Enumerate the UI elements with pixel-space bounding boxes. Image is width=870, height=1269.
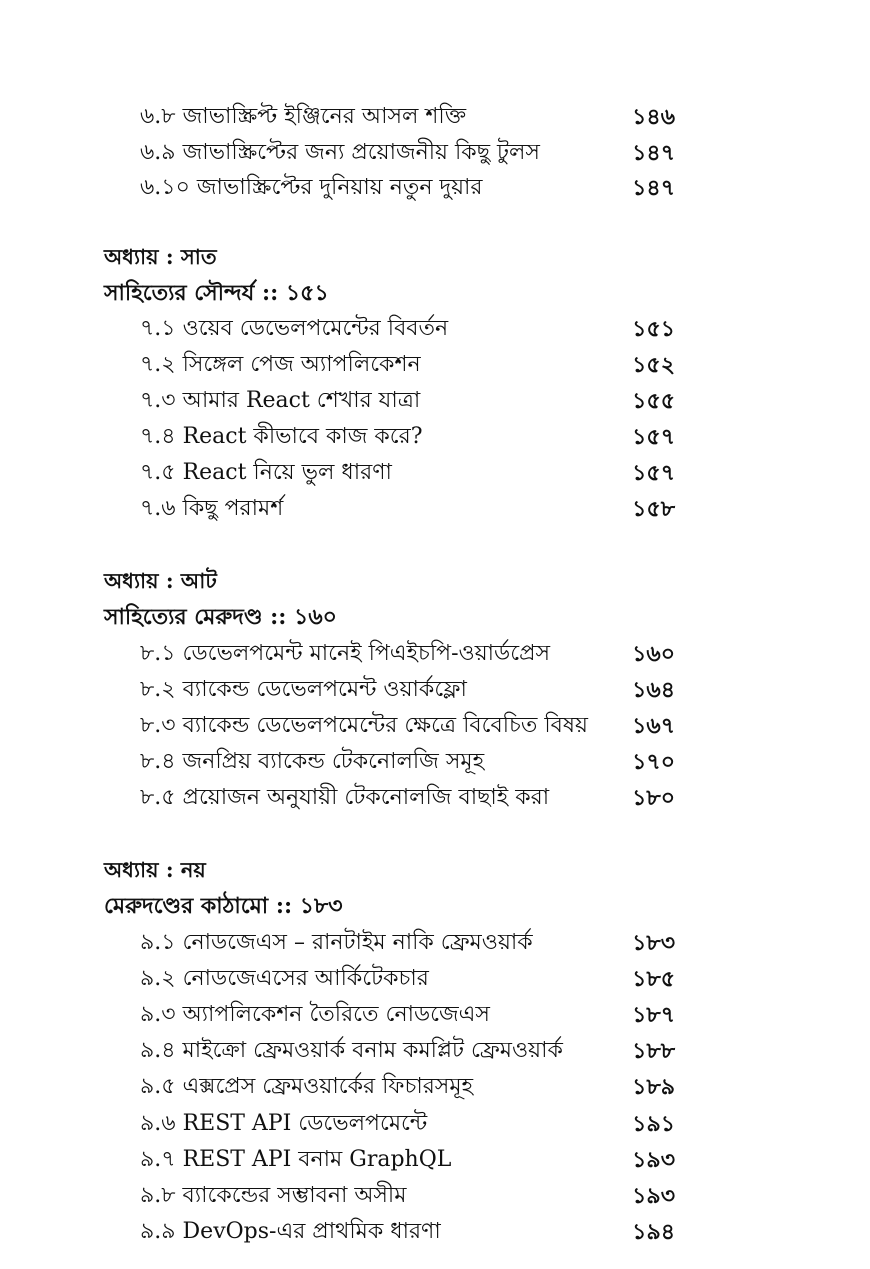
entry-title: ৯.৭ REST API বনাম GraphQL <box>140 1147 452 1172</box>
entry-title: ৯.৮ ব্যাকেন্ডের সম্ভাবনা অসীম <box>140 1183 407 1208</box>
entry-page: ১৫১ <box>632 316 675 342</box>
entry-title: ৬.১০ জাভাস্ক্রিপ্টের দুনিয়ায় নতুন দুয়ার <box>140 175 483 200</box>
chapter-label: অধ্যায় : নয় <box>104 857 206 882</box>
chapter-title: সাহিত্যের সৌন্দর্য :: ১৫১ <box>104 280 329 306</box>
entry-title: ৭.৬ কিছু পরামর্শ <box>140 496 284 521</box>
entry-title: ৯.১ নোডজেএস – রানটাইম নাকি ফ্রেমওয়ার্ক <box>140 930 533 955</box>
entry-title: ৯.৪ মাইক্রো ফ্রেমওয়ার্ক বনাম কমপ্লিট ফ্রেমওয়ার্ক <box>140 1038 563 1063</box>
entry-title: ৭.২ সিঙ্গেল পেজ অ্যাপলিকেশন <box>140 352 421 377</box>
entry-title: ৮.৫ প্রয়োজন অনুযায়ী টেকনোলজি বাছাই করা <box>140 785 550 810</box>
entry-page: ১৮৩ <box>632 930 675 956</box>
entry-page: ১৯১ <box>632 1111 675 1137</box>
entry-title: ৭.১ ওয়েব ডেভেলপমেন্টের বিবর্তন <box>140 316 449 341</box>
entry-page: ১৮৭ <box>632 1002 675 1028</box>
entry-page: ১৫৫ <box>632 388 675 414</box>
entry-page: ১৪৬ <box>632 104 675 130</box>
entry-page: ১৯৪ <box>632 1219 675 1245</box>
chapter-label: অধ্যায় : সাত <box>104 244 217 269</box>
entry-title: ৯.৩ অ্যাপলিকেশন তৈরিতে নোডজেএস <box>140 1002 490 1027</box>
entry-page: ১৮০ <box>632 785 675 811</box>
entry-title: ৬.৯ জাভাস্ক্রিপ্টের জন্য প্রয়োজনীয় কিছু টুলস <box>140 140 540 165</box>
entry-title: ৯.৫ এক্সপ্রেস ফ্রেমওয়ার্কের ফিচারসমূহ <box>140 1074 474 1099</box>
entry-page: ১৯৩ <box>632 1147 675 1173</box>
chapter-label: অধ্যায় : আট <box>104 568 217 593</box>
entry-page: ১৫৭ <box>632 424 675 450</box>
chapter-title: মেরুদণ্ডের কাঠামো :: ১৮৩ <box>104 893 343 919</box>
entry-page: ১৮৯ <box>632 1074 675 1100</box>
entry-page: ১৫২ <box>632 352 675 378</box>
entry-page: ১৮৮ <box>632 1038 675 1064</box>
entry-title: ৮.৪ জনপ্রিয় ব্যাকেন্ড টেকনোলজি সমূহ <box>140 749 485 774</box>
entry-title: ৮.২ ব্যাকেন্ড ডেভেলপমেন্ট ওয়ার্কফ্লো <box>140 677 467 702</box>
entry-page: ১৮৫ <box>632 966 675 992</box>
chapter-title: সাহিত্যের মেরুদণ্ড :: ১৬০ <box>104 604 337 630</box>
entry-title: ৮.৩ ব্যাকেন্ড ডেভেলপমেন্টের ক্ষেত্রে বিবেচিত বিষয় <box>140 713 589 738</box>
entry-title: ৭.৫ React নিয়ে ভুল ধারণা <box>140 460 392 485</box>
entry-page: ১৫৮ <box>632 496 675 522</box>
entry-title: ৯.২ নোডজেএসের আর্কিটেকচার <box>140 966 429 991</box>
entry-page: ১৬৪ <box>632 677 675 703</box>
entry-title: ৭.৩ আমার React শেখার যাত্রা <box>140 388 421 413</box>
entry-page: ১৭০ <box>632 749 675 775</box>
entry-page: ১৫৭ <box>632 460 675 486</box>
entry-page: ১৬৭ <box>632 713 675 739</box>
entry-title: ৮.১ ডেভেলপমেন্ট মানেই পিএইচপি-ওয়ার্ডপ্রেস <box>140 641 551 666</box>
entry-title: ৯.৬ REST API ডেভেলপমেন্টে <box>140 1111 428 1136</box>
entry-title: ৬.৮ জাভাস্ক্রিপ্ট ইঞ্জিনের আসল শক্তি <box>140 104 467 129</box>
entry-page: ১৬০ <box>632 641 675 667</box>
entry-page: ১৯৩ <box>632 1183 675 1209</box>
entry-page: ১৪৭ <box>632 175 675 201</box>
entry-title: ৭.৪ React কীভাবে কাজ করে? <box>140 424 423 449</box>
entry-page: ১৪৭ <box>632 140 675 166</box>
entry-title: ৯.৯ DevOps-এর প্রাথমিক ধারণা <box>140 1219 441 1244</box>
